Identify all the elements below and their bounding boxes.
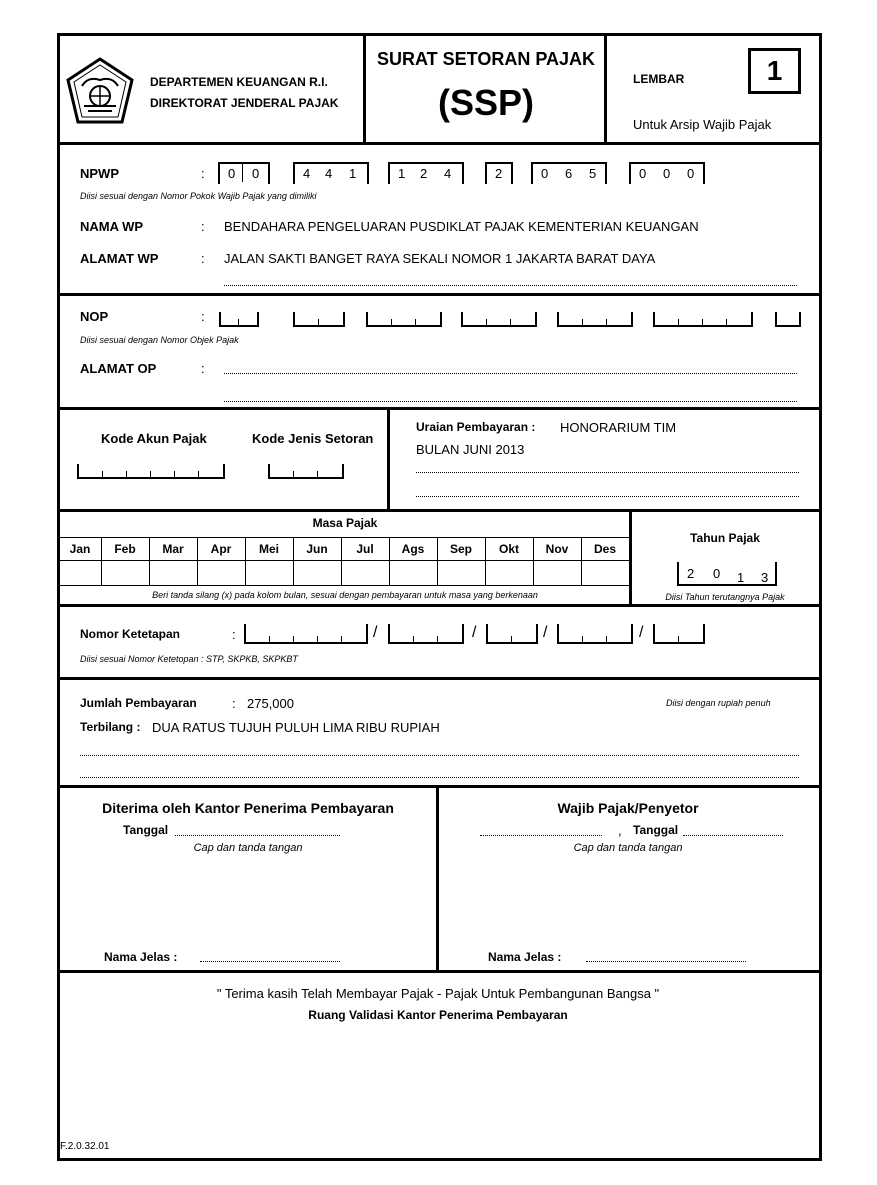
receiver-nama-jelas-label: Nama Jelas : [104, 950, 178, 964]
nop-segment-5[interactable] [557, 312, 633, 327]
jumlah-label: Jumlah Pembayaran [80, 696, 197, 710]
uraian-line-1[interactable]: HONORARIUM TIM [560, 420, 677, 435]
divider [436, 785, 439, 972]
month-des: Des [593, 542, 616, 556]
month-checkbox-jul[interactable] [342, 561, 389, 584]
uraian-line [416, 496, 799, 497]
colon: : [232, 627, 236, 642]
month-checkbox-apr[interactable] [198, 561, 245, 584]
validation-area-label: Ruang Validasi Kantor Penerima Pembayaran [308, 1008, 568, 1022]
lembar-number: 1 [748, 48, 801, 94]
ketetapan-segment-3[interactable] [486, 624, 538, 644]
npwp-hint: Diisi sesuai dengan Nomor Pokok Wajib Pajak yang dimiliki [80, 191, 317, 201]
nop-segment-3[interactable] [366, 312, 442, 327]
alamat-wp-label: ALAMAT WP [80, 251, 159, 266]
terbilang-line [80, 755, 799, 756]
garuda-emblem-icon [64, 56, 136, 128]
terbilang-label: Terbilang : [80, 720, 141, 734]
ketetapan-segment-1[interactable] [244, 624, 368, 644]
month-jan: Jan [69, 542, 91, 556]
nop-segment-1[interactable] [219, 312, 259, 327]
uraian-line-2[interactable]: BULAN JUNI 2013 [416, 442, 525, 457]
receiver-cap-hint: Cap dan tanda tangan [193, 842, 303, 854]
month-jun: Jun [306, 542, 328, 556]
payer-title: Wajib Pajak/Penyetor [557, 800, 699, 816]
kode-jenis-label: Kode Jenis Setoran [252, 431, 374, 446]
terbilang-value[interactable]: DUA RATUS TUJUH PULUH LIMA RIBU RUPIAH [152, 720, 440, 735]
nop-label: NOP [80, 309, 109, 324]
receiver-nama-jelas-field[interactable] [200, 961, 340, 962]
divider [57, 677, 819, 680]
kode-akun-label: Kode Akun Pajak [101, 431, 207, 446]
divider [57, 142, 819, 145]
colon: : [201, 166, 205, 181]
npwp-group-6[interactable]: 0 0 0 [629, 162, 705, 184]
lembar-description: Untuk Arsip Wajib Pajak [633, 117, 772, 132]
uraian-label: Uraian Pembayaran : [416, 420, 536, 434]
form-abbreviation: (SSP) [437, 82, 534, 123]
month-checkbox-jan[interactable] [60, 561, 101, 584]
department-name: DEPARTEMEN KEUANGAN R.I. [150, 75, 328, 89]
month-checkbox-nov[interactable] [534, 561, 581, 584]
directorate-name: DIREKTORAT JENDERAL PAJAK [150, 96, 339, 110]
nama-wp-value[interactable]: BENDAHARA PENGELUARAN PUSDIKLAT PAJAK KEMENTERIAN KEUANGAN [224, 219, 699, 234]
alamat-op-line-2[interactable] [224, 401, 797, 402]
footer-quote: " Terima kasih Telah Membayar Pajak - Pajak Untuk Pembangunan Bangsa " [216, 986, 660, 1001]
alamat-op-label: ALAMAT OP [80, 361, 157, 376]
month-feb: Feb [114, 542, 136, 556]
alamat-wp-value[interactable]: JALAN SAKTI BANGET RAYA SEKALI NOMOR 1 JAKARTA BARAT DAYA [224, 251, 656, 266]
nop-segment-2[interactable] [293, 312, 345, 327]
separator-slash: / [472, 624, 477, 641]
kode-akun-boxes[interactable] [77, 464, 225, 479]
divider [387, 407, 390, 511]
npwp-group-3[interactable]: 1 2 4 [388, 162, 464, 184]
payer-comma: , [618, 823, 622, 838]
month-checkbox-okt[interactable] [486, 561, 533, 584]
month-checkbox-mar[interactable] [150, 561, 197, 584]
receiver-tanggal-field[interactable] [175, 835, 340, 836]
payer-nama-jelas-label: Nama Jelas : [488, 950, 562, 964]
payer-nama-jelas-field[interactable] [586, 961, 746, 962]
ketetapan-label: Nomor Ketetapan [80, 627, 181, 641]
ketetapan-segment-5[interactable] [653, 624, 705, 644]
npwp-group-4[interactable]: 2 [485, 162, 513, 184]
npwp-group-2[interactable]: 4 4 1 [293, 162, 369, 184]
payer-tanggal-label: Tanggal [633, 823, 679, 837]
nama-wp-label: NAMA WP [80, 219, 144, 234]
receiver-tanggal-label: Tanggal [123, 823, 169, 837]
ketetapan-hint: Diisi sesuai Nomor Ketetopan : STP, SKPKB, SKPKBT [80, 654, 298, 664]
alamat-wp-line [224, 285, 797, 286]
separator-slash: / [543, 624, 548, 641]
month-okt: Okt [498, 542, 519, 556]
divider [57, 537, 630, 538]
month-checkbox-des[interactable] [582, 561, 629, 584]
receiver-title: Diterima oleh Kantor Penerima Pembayaran [102, 800, 394, 816]
validation-area [60, 1028, 816, 1138]
month-checkbox-feb[interactable] [102, 561, 149, 584]
month-nov: Nov [545, 542, 569, 556]
nop-segment-6[interactable] [653, 312, 753, 327]
npwp-group-1[interactable]: 0 0 [218, 162, 270, 184]
colon: : [201, 309, 205, 324]
ketetapan-segment-2[interactable] [388, 624, 464, 644]
nop-segment-4[interactable] [461, 312, 537, 327]
npwp-label: NPWP [80, 166, 119, 181]
nop-hint: Diisi sesuai dengan Nomor Objek Pajak [80, 335, 239, 345]
masa-pajak-hint: Beri tanda silang (x) pada kolom bulan, sesuai dengan pembayaran untuk masa yang berkenaan [152, 590, 538, 600]
tahun-pajak-hint: Diisi Tahun terutangnya Pajak [665, 592, 785, 602]
month-mei: Mei [258, 542, 279, 556]
divider [57, 509, 819, 512]
nop-segment-7[interactable] [775, 312, 801, 327]
divider [57, 407, 819, 410]
payer-place-field[interactable] [480, 835, 602, 836]
npwp-group-5[interactable]: 0 6 5 [531, 162, 607, 184]
divider [57, 585, 630, 586]
colon: : [201, 251, 205, 266]
month-ags: Ags [401, 542, 425, 556]
jumlah-value[interactable]: 275,000 [247, 696, 294, 711]
divider [57, 604, 819, 607]
tahun-pajak-label: Tahun Pajak [690, 531, 760, 545]
alamat-op-line-1[interactable] [224, 373, 797, 374]
month-mar: Mar [162, 542, 184, 556]
masa-pajak-label: Masa Pajak [312, 516, 378, 530]
kode-jenis-boxes[interactable] [268, 464, 344, 479]
form-code: F.2.0.32.01 [60, 1141, 110, 1152]
uraian-line [416, 472, 799, 473]
terbilang-line [80, 777, 799, 778]
payer-tanggal-field[interactable] [683, 835, 783, 836]
month-checkbox-mei[interactable] [246, 561, 293, 584]
month-jul: Jul [356, 542, 374, 556]
divider [57, 293, 819, 296]
month-apr: Apr [210, 542, 232, 556]
payer-cap-hint: Cap dan tanda tangan [573, 842, 683, 854]
month-sep: Sep [449, 542, 472, 556]
colon: : [201, 219, 205, 234]
jumlah-hint: Diisi dengan rupiah penuh [666, 698, 771, 708]
tahun-pajak-boxes[interactable]: 2 0 1 3 [677, 562, 777, 586]
month-checkbox-jun[interactable] [294, 561, 341, 584]
separator-slash: / [639, 624, 644, 641]
month-checkbox-ags[interactable] [390, 561, 437, 584]
ketetapan-segment-4[interactable] [557, 624, 633, 644]
lembar-label: LEMBAR [633, 72, 685, 86]
colon: : [232, 696, 236, 711]
colon: : [201, 361, 205, 376]
form-title: SURAT SETORAN PAJAK [376, 49, 596, 69]
separator-slash: / [373, 624, 378, 641]
month-checkbox-sep[interactable] [438, 561, 485, 584]
